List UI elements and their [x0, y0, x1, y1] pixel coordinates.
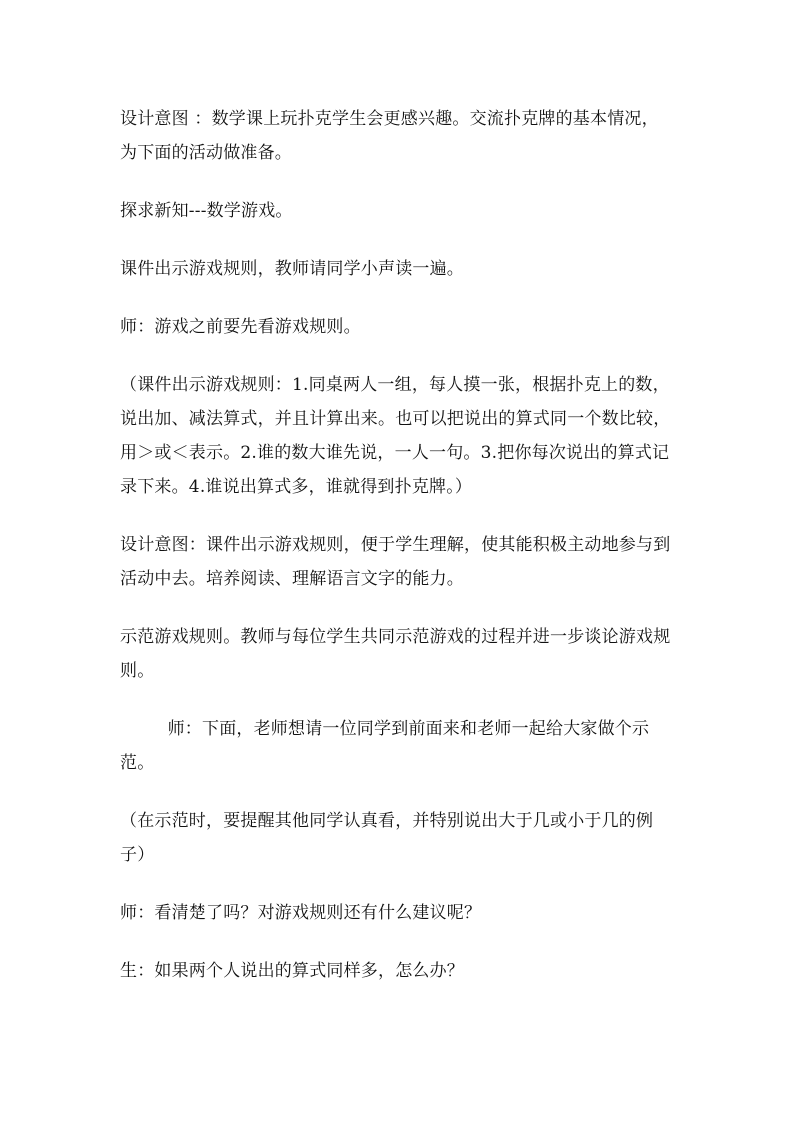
demo-note-paragraph: （在示范时，要提醒其他同学认真看，并特别说出大于几或小于几的例子） [120, 811, 654, 865]
design-intent-paragraph: 设计意图 ：数学课上玩扑克学生会更感兴趣。交流扑克牌的基本情况，为下面的活动做准备。 [120, 109, 659, 163]
teacher-line-rules: 师：游戏之前要先看游戏规则。 [120, 317, 361, 337]
teacher-invite-paragraph: 师：下面，老师想请一位同学到前面来和老师一起给大家做个示范。 [120, 719, 650, 773]
courseware-rules-paragraph: 课件出示游戏规则，教师请同学小声读一遍。 [120, 259, 464, 279]
design-intent-rules-paragraph: 设计意图：课件出示游戏规则，便于学生理解，使其能积极主动地参与到活动中去。培养阅读、理解语言文字的能力。 [120, 535, 671, 589]
section-heading-math-game: 探求新知---数学游戏。 [120, 201, 293, 221]
student-question-line: 生：如果两个人说出的算式同样多，怎么办？ [120, 961, 464, 981]
teacher-question-line: 师：看清楚了吗？对游戏规则还有什么建议呢？ [120, 903, 482, 923]
game-rules-paragraph: （课件出示游戏规则：1.同桌两人一组，每人摸一张，根据扑克上的数，说出加、减法算式，并且计算出来。也可以把说出的算式同一个数比较，用＞或＜表示。2.谁的数大谁先说，一人一句。3.把你每次说出的算式记录下来。4.谁说出算式多，谁就得到扑克牌。） [120, 375, 671, 497]
demo-rules-paragraph: 示范游戏规则。教师与每位学生共同示范游戏的过程并进一步谈论游戏规则。 [120, 627, 671, 681]
